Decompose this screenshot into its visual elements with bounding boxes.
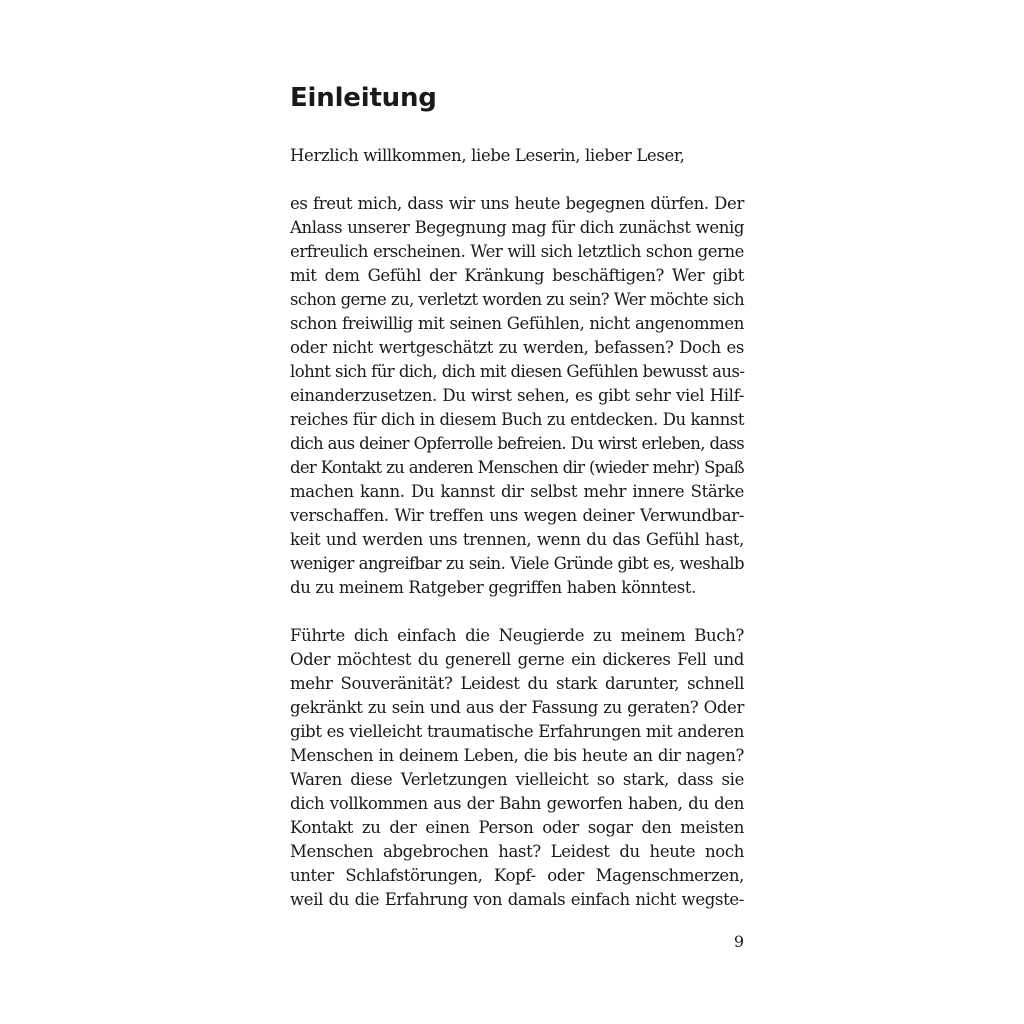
text-line: weniger angreifbar zu sein. Viele Gründe gibt es, weshalb (290, 554, 744, 573)
page-number: 9 (733, 932, 744, 951)
text-line: keit und werden uns trennen, wenn du das Gefühl hast, (290, 530, 744, 549)
text-line: Menschen abgebrochen hast? Leidest du heute noch (290, 842, 744, 861)
text-line: Anlass unserer Begegnung mag für dich zunächst wenig (290, 218, 744, 237)
text-line: mehr Souveränität? Leidest du stark darunter, schnell (290, 674, 744, 693)
text-line: einanderzusetzen. Du wirst sehen, es gibt sehr viel Hilf- (290, 386, 744, 405)
text-line: unter Schlafstörungen, Kopf- oder Magenschmerzen, (290, 866, 744, 885)
text-line: schon freiwillig mit seinen Gefühlen, nicht angenommen (290, 314, 744, 333)
text-line: Führte dich einfach die Neugierde zu meinem Buch? (290, 626, 744, 645)
text-line: mit dem Gefühl der Kränkung beschäftigen? Wer gibt (290, 266, 744, 285)
paragraph-gap (290, 600, 744, 624)
paragraph-1 (290, 192, 744, 600)
text-line: Kontakt zu der einen Person oder sogar den meisten (290, 818, 744, 837)
text-line: erfreulich erscheinen. Wer will sich letztlich schon gerne (290, 242, 744, 261)
text-line: schon gerne zu, verletzt worden zu sein? Wer möchte sich (290, 290, 744, 309)
text-line: der Kontakt zu anderen Menschen dir (wieder mehr) Spaß (290, 458, 744, 477)
paragraph-gap (290, 168, 744, 192)
text-line: reiches für dich in diesem Buch zu entdecken. Du kannst (290, 410, 744, 429)
text-line: es freut mich, dass wir uns heute begegnen dürfen. Der (290, 194, 744, 213)
paragraph-2 (290, 624, 744, 912)
text-line: verschaffen. Wir treffen uns wegen deiner Verwundbar- (290, 506, 744, 525)
text-line: gibt es vielleicht traumatische Erfahrungen mit anderen (290, 722, 744, 741)
text-line: oder nicht wertgeschätzt zu werden, befassen? Doch es (290, 338, 744, 357)
greeting-line: Herzlich willkommen, liebe Leserin, lieber Leser, (290, 146, 685, 165)
text-line: dich vollkommen aus der Bahn geworfen haben, du den (290, 794, 744, 813)
text-line: Waren diese Verletzungen vielleicht so stark, dass sie (290, 770, 744, 789)
text-line: Oder möchtest du generell gerne ein dickeres Fell und (290, 650, 744, 669)
text-column (290, 78, 744, 912)
text-line: du zu meinem Ratgeber gegriffen haben könntest. (290, 578, 697, 597)
text-line: gekränkt zu sein und aus der Fassung zu geraten? Oder (290, 698, 744, 717)
text-line: lohnt sich für dich, dich mit diesen Gefühlen bewusst aus- (290, 362, 745, 381)
chapter-title: Einleitung (290, 83, 437, 113)
text-line: dich aus deiner Opferrolle befreien. Du wirst erleben, dass (290, 434, 744, 453)
text-line: machen kann. Du kannst dir selbst mehr innere Stärke (290, 482, 744, 501)
text-line: Menschen in deinem Leben, die bis heute an dir nagen? (290, 746, 744, 765)
text-line: weil du die Erfahrung von damals einfach nicht wegste- (290, 890, 744, 909)
